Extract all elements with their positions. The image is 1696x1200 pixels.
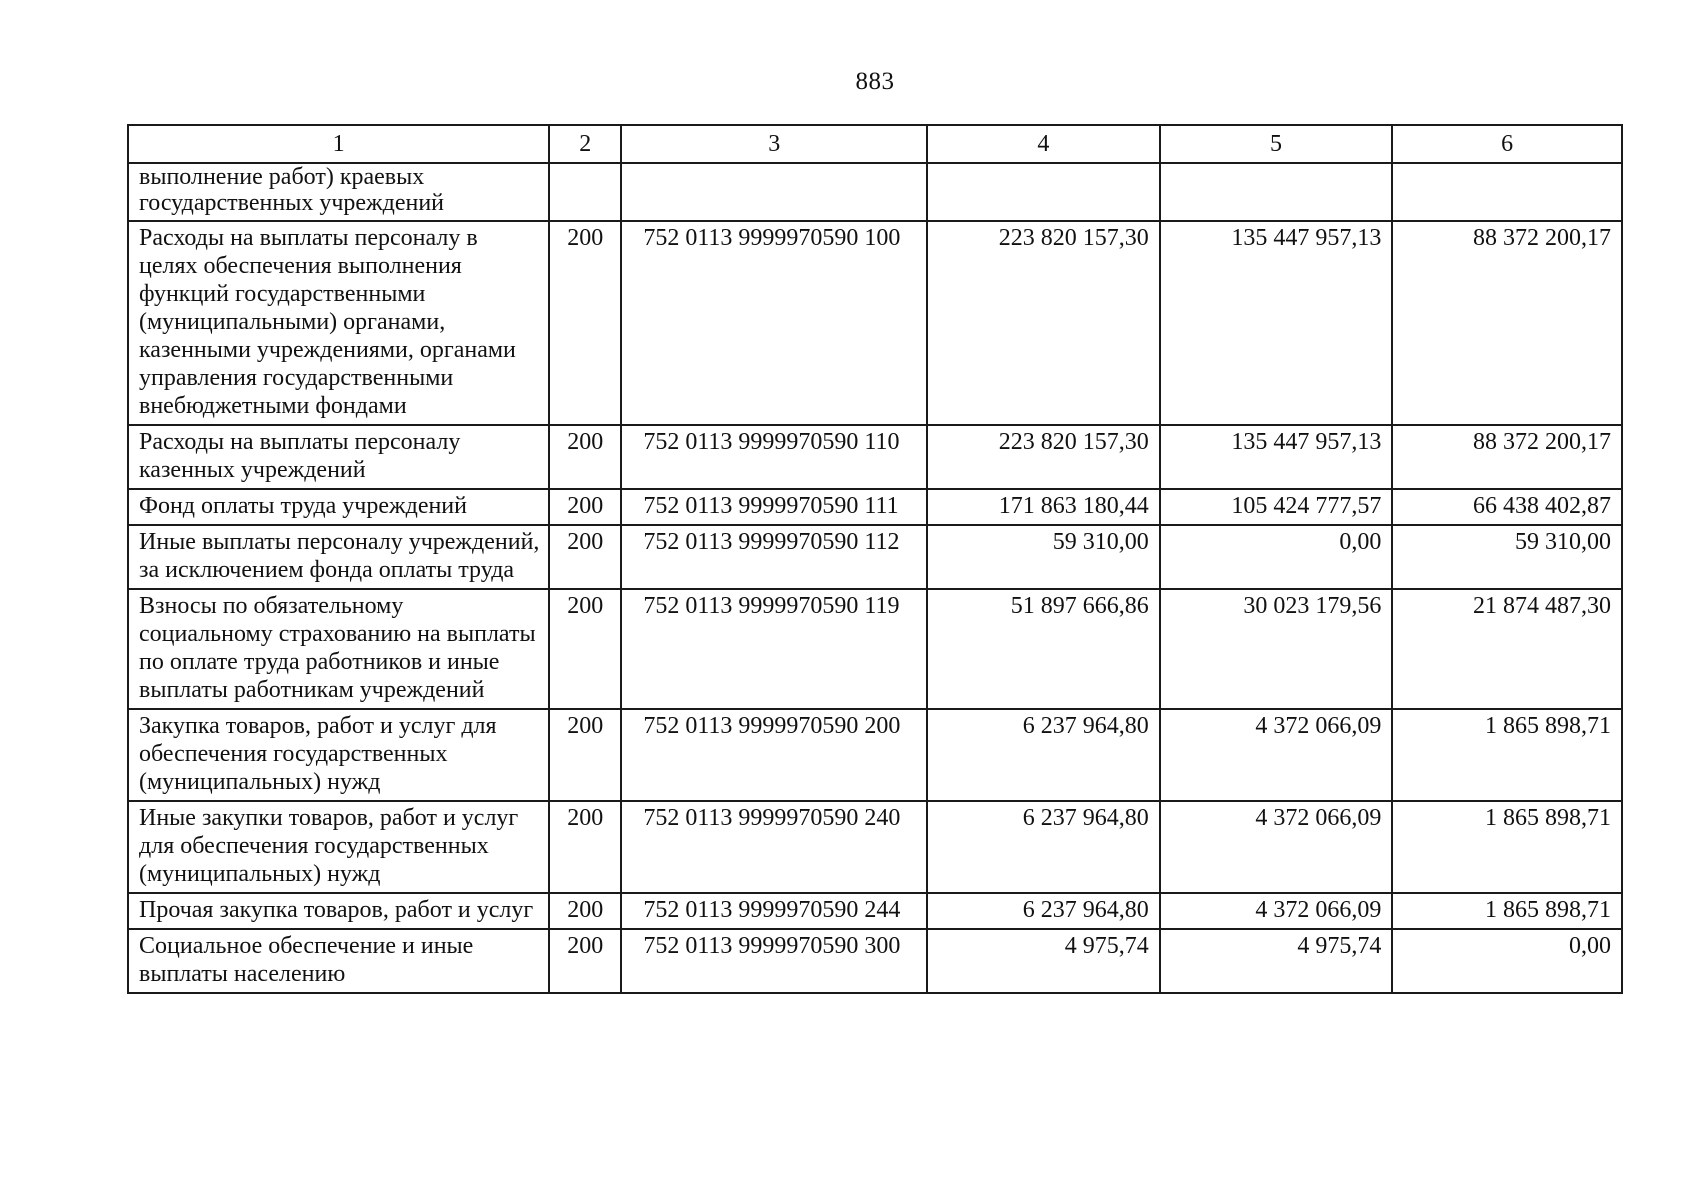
column-header: 5 bbox=[1160, 125, 1393, 163]
row-col6: 0,00 bbox=[1392, 929, 1622, 993]
row-code: 752 0113 9999970590 110 bbox=[621, 425, 927, 489]
row-code: 752 0113 9999970590 119 bbox=[621, 589, 927, 709]
page-number: 883 bbox=[855, 68, 895, 95]
row-col4: 6 237 964,80 bbox=[927, 893, 1160, 929]
table-row bbox=[128, 163, 1622, 221]
row-col5: 4 372 066,09 bbox=[1160, 893, 1393, 929]
row-col4: 223 820 157,30 bbox=[927, 425, 1160, 489]
row-group: 200 bbox=[549, 589, 621, 709]
row-col5: 135 447 957,13 bbox=[1160, 425, 1393, 489]
row-col5: 0,00 bbox=[1160, 525, 1393, 589]
row-col6: 88 372 200,17 bbox=[1392, 425, 1622, 489]
table-row bbox=[128, 589, 1622, 709]
row-col4: 4 975,74 bbox=[927, 929, 1160, 993]
row-name: Прочая закупка товаров, работ и услуг bbox=[128, 893, 549, 929]
row-code: 752 0113 9999970590 200 bbox=[621, 709, 927, 801]
row-group: 200 bbox=[549, 425, 621, 489]
row-col4: 6 237 964,80 bbox=[927, 801, 1160, 893]
row-col4 bbox=[927, 163, 1160, 221]
row-col6: 59 310,00 bbox=[1392, 525, 1622, 589]
column-header: 3 bbox=[621, 125, 927, 163]
row-group: 200 bbox=[549, 525, 621, 589]
row-col6: 21 874 487,30 bbox=[1392, 589, 1622, 709]
row-code bbox=[621, 163, 927, 221]
row-group: 200 bbox=[549, 801, 621, 893]
column-header: 6 bbox=[1392, 125, 1622, 163]
row-code: 752 0113 9999970590 100 bbox=[621, 221, 927, 425]
row-col6: 1 865 898,71 bbox=[1392, 709, 1622, 801]
row-col6: 1 865 898,71 bbox=[1392, 801, 1622, 893]
row-name: Иные выплаты персоналу учреждений, за исключением фонда оплаты труда bbox=[128, 525, 549, 589]
budget-table bbox=[127, 124, 1623, 994]
row-name: Социальное обеспечение и иные выплаты населению bbox=[128, 929, 549, 993]
row-group: 200 bbox=[549, 489, 621, 525]
row-col4: 6 237 964,80 bbox=[927, 709, 1160, 801]
column-header: 1 bbox=[128, 125, 549, 163]
row-name: Взносы по обязательному социальному страхованию на выплаты по оплате труда работников и иные выплаты работникам учреждений bbox=[128, 589, 549, 709]
row-col5: 4 975,74 bbox=[1160, 929, 1393, 993]
row-name: Фонд оплаты труда учреждений bbox=[128, 489, 549, 525]
row-group: 200 bbox=[549, 221, 621, 425]
row-col5: 4 372 066,09 bbox=[1160, 801, 1393, 893]
row-code: 752 0113 9999970590 112 bbox=[621, 525, 927, 589]
table-row bbox=[128, 893, 1622, 929]
row-name: выполнение работ) краевых государственных учреждений bbox=[128, 163, 549, 221]
row-code: 752 0113 9999970590 244 bbox=[621, 893, 927, 929]
table-header-row bbox=[128, 125, 1622, 163]
column-header: 2 bbox=[549, 125, 621, 163]
row-name: Иные закупки товаров, работ и услуг для обеспечения государственных (муниципальных) нужд bbox=[128, 801, 549, 893]
row-group bbox=[549, 163, 621, 221]
row-group: 200 bbox=[549, 893, 621, 929]
row-group: 200 bbox=[549, 929, 621, 993]
row-col5: 4 372 066,09 bbox=[1160, 709, 1393, 801]
row-group: 200 bbox=[549, 709, 621, 801]
row-col5: 105 424 777,57 bbox=[1160, 489, 1393, 525]
row-col6: 1 865 898,71 bbox=[1392, 893, 1622, 929]
row-col6: 88 372 200,17 bbox=[1392, 221, 1622, 425]
table-row bbox=[128, 709, 1622, 801]
row-name: Расходы на выплаты персоналу казенных учреждений bbox=[128, 425, 549, 489]
row-col4: 51 897 666,86 bbox=[927, 589, 1160, 709]
table-row bbox=[128, 801, 1622, 893]
row-col6: 66 438 402,87 bbox=[1392, 489, 1622, 525]
row-col4: 59 310,00 bbox=[927, 525, 1160, 589]
row-col5 bbox=[1160, 163, 1393, 221]
table-row bbox=[128, 525, 1622, 589]
table-row bbox=[128, 929, 1622, 993]
row-code: 752 0113 9999970590 111 bbox=[621, 489, 927, 525]
row-code: 752 0113 9999970590 300 bbox=[621, 929, 927, 993]
row-col4: 171 863 180,44 bbox=[927, 489, 1160, 525]
column-header: 4 bbox=[927, 125, 1160, 163]
row-name: Закупка товаров, работ и услуг для обеспечения государственных (муниципальных) нужд bbox=[128, 709, 549, 801]
table-row bbox=[128, 489, 1622, 525]
row-col5: 30 023 179,56 bbox=[1160, 589, 1393, 709]
table-row bbox=[128, 221, 1622, 425]
table-row bbox=[128, 425, 1622, 489]
row-col5: 135 447 957,13 bbox=[1160, 221, 1393, 425]
row-col6 bbox=[1392, 163, 1622, 221]
row-col4: 223 820 157,30 bbox=[927, 221, 1160, 425]
row-code: 752 0113 9999970590 240 bbox=[621, 801, 927, 893]
row-name: Расходы на выплаты персоналу в целях обеспечения выполнения функций государственными (муниципальными) органами, казенными учреждениями, органами управления государственными внебюджетными фондами bbox=[128, 221, 549, 425]
